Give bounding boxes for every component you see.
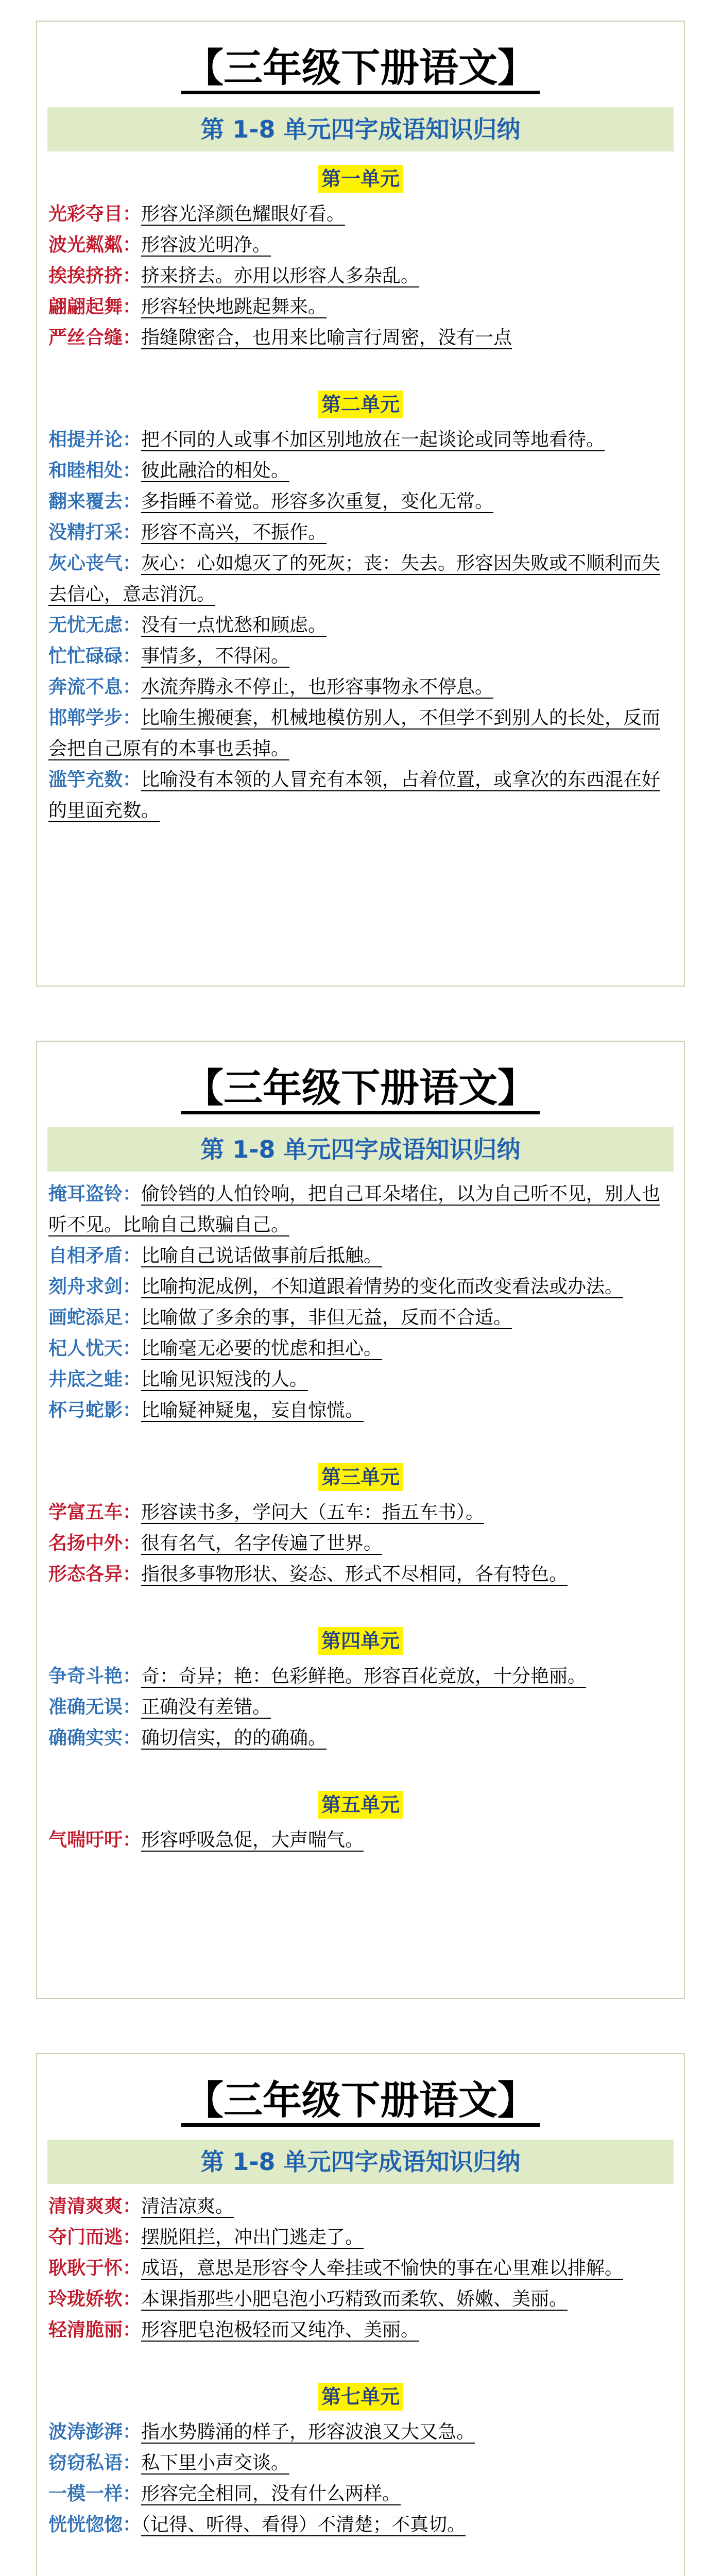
idiom-definition: 清洁凉爽。 (141, 2196, 234, 2217)
idiom-entry (48, 610, 673, 641)
idiom-entry (48, 425, 673, 455)
idiom-entry (48, 517, 673, 548)
idiom-definition: 挤来挤去。亦用以形容人多杂乱。 (141, 265, 420, 286)
idiom-term: 忙忙碌碌： (48, 646, 142, 667)
idiom-list (48, 2191, 673, 2346)
idiom-term: 画蛇添足： (48, 1307, 142, 1328)
idiom-definition: 比喻没有本领的人冒充有本领，占着位置，或拿次的东西混在好的里面充数。 (48, 769, 661, 821)
unit-heading-label: 第七单元 (318, 2383, 403, 2411)
idiom-entry (48, 2284, 673, 2315)
idiom-term: 滥竽充数： (48, 769, 142, 790)
idiom-term: 挨挨挤挤： (48, 265, 142, 286)
unit-heading (37, 1463, 684, 1491)
idiom-term: 自相矛盾： (48, 1245, 142, 1266)
idiom-entry (48, 1497, 673, 1528)
idiom-term: 严丝合缝： (48, 327, 142, 348)
idiom-list (48, 1497, 673, 1590)
idiom-term: 奔流不息： (48, 676, 142, 698)
idiom-term: 翩翩起舞： (48, 296, 142, 317)
idiom-term: 掩耳盗铃： (48, 1183, 142, 1205)
idiom-term: 名扬中外： (48, 1533, 142, 1554)
idiom-term: 准确无误： (48, 1697, 142, 1718)
idiom-entry (48, 199, 673, 230)
idiom-definition: 比喻生搬硬套，机械地模仿别人，不但学不到别人的长处，反而会把自己原有的本事也丢掉。 (48, 707, 661, 759)
idiom-entry (48, 1661, 673, 1692)
idiom-term: 轻清脆丽： (48, 2319, 142, 2341)
idiom-list (48, 2417, 673, 2540)
idiom-entry (48, 548, 673, 610)
idiom-definition: 把不同的人或事不加区别地放在一起谈论或同等地看待。 (141, 429, 605, 450)
idiom-list (48, 1179, 673, 1426)
unit-heading (37, 1627, 684, 1655)
idiom-term: 清清爽爽： (48, 2196, 142, 2217)
idiom-term: 杯弓蛇影： (48, 1400, 142, 1421)
idiom-definition: 形容完全相同，没有什么两样。 (141, 2483, 401, 2504)
idiom-entry (48, 703, 673, 765)
idiom-term: 波涛澎湃： (48, 2421, 142, 2443)
idiom-entry (48, 2448, 673, 2479)
unit-heading (37, 1791, 684, 1819)
idiom-definition: 很有名气，名字传遍了世界。 (141, 1533, 383, 1554)
idiom-entry (48, 1333, 673, 1364)
document-page-1 (36, 21, 685, 987)
page-title-text: 【三年级下册语文】 (181, 2081, 540, 2127)
unit-heading-label: 第一单元 (318, 165, 403, 193)
unit-heading-label: 第四单元 (318, 1627, 403, 1655)
idiom-entry (48, 1272, 673, 1302)
idiom-entry (48, 641, 673, 672)
document-page-2 (36, 1041, 685, 1999)
idiom-definition: 比喻做了多余的事，非但无益，反而不合适。 (141, 1307, 512, 1328)
idiom-entry (48, 672, 673, 703)
idiom-entry (48, 230, 673, 261)
idiom-definition: 偷铃铛的人怕铃响，把自己耳朵堵住，以为自己听不见，别人也听不见。比喻自己欺骗自己。 (48, 1183, 661, 1235)
idiom-term: 灰心丧气： (48, 553, 142, 574)
idiom-term: 翻来覆去： (48, 491, 142, 512)
idiom-term: 夺门而逃： (48, 2227, 142, 2248)
idiom-definition: 多指睡不着觉。形容多次重复，变化无常。 (141, 491, 494, 512)
idiom-entry (48, 261, 673, 292)
page-title (37, 1065, 684, 1116)
page-title (37, 45, 684, 96)
idiom-term: 一模一样： (48, 2483, 142, 2504)
unit-heading-label: 第三单元 (318, 1463, 403, 1491)
document-page-3 (36, 2053, 685, 2576)
idiom-definition: 比喻毫无必要的忧虑和担心。 (141, 1338, 383, 1359)
unit-heading (37, 391, 684, 418)
idiom-entry (48, 2510, 673, 2540)
unit-heading-label: 第五单元 (318, 1791, 403, 1819)
idiom-entry (48, 1559, 673, 1590)
idiom-definition: 形容波光明净。 (141, 234, 271, 256)
idiom-term: 恍恍惚惚： (48, 2514, 142, 2535)
idiom-definition: （记得、听得、看得）不清楚；不真切。 (141, 2514, 466, 2535)
idiom-term: 玲珑娇软： (48, 2289, 142, 2310)
idiom-term: 光彩夺目： (48, 204, 142, 225)
idiom-term: 相提并论： (48, 429, 142, 450)
idiom-term: 和睦相处： (48, 460, 142, 481)
idiom-definition: 比喻见识短浅的人。 (141, 1369, 308, 1390)
idiom-entry (48, 292, 673, 323)
idiom-term: 波光粼粼： (48, 234, 142, 256)
idiom-definition: 成语，意思是形容令人牵挂或不愉快的事在心里难以排解。 (141, 2258, 624, 2279)
idiom-definition: 私下里小声交谈。 (141, 2452, 290, 2473)
unit-heading (37, 2383, 684, 2411)
idiom-definition: 形容肥皂泡极轻而又纯净、美丽。 (141, 2319, 420, 2341)
idiom-term: 邯郸学步： (48, 707, 142, 728)
idiom-entry (48, 2315, 673, 2346)
page-title-text: 【三年级下册语文】 (181, 1069, 540, 1114)
idiom-definition: 本课指那些小肥皂泡小巧精致而柔软、娇嫩、美丽。 (141, 2289, 568, 2310)
idiom-list (48, 425, 673, 826)
idiom-entry (48, 1179, 673, 1241)
idiom-entry (48, 1241, 673, 1272)
subtitle-banner: 第 1-8 单元四字成语知识归纳 (47, 1127, 674, 1172)
unit-heading (37, 165, 684, 193)
idiom-entry (48, 2253, 673, 2284)
idiom-entry (48, 2479, 673, 2510)
idiom-definition: 形容呼吸急促，大声喘气。 (141, 1829, 364, 1851)
subtitle-banner: 第 1-8 单元四字成语知识归纳 (47, 107, 674, 151)
idiom-definition: 指很多事物形状、姿态、形式不尽相同，各有特色。 (141, 1564, 568, 1585)
idiom-definition: 正确没有差错。 (141, 1697, 271, 1718)
idiom-entry (48, 2417, 673, 2448)
idiom-definition: 形容轻快地跳起舞来。 (141, 296, 327, 317)
idiom-list (48, 199, 673, 353)
subtitle-banner: 第 1-8 单元四字成语知识归纳 (47, 2140, 674, 2184)
idiom-term: 气喘吁吁： (48, 1829, 142, 1851)
idiom-term: 形态各异： (48, 1564, 142, 1585)
idiom-entry (48, 1395, 673, 1426)
idiom-term: 刻舟求剑： (48, 1276, 142, 1297)
idiom-definition: 形容光泽颜色耀眼好看。 (141, 204, 346, 225)
idiom-entry (48, 1528, 673, 1559)
idiom-term: 杞人忧天： (48, 1338, 142, 1359)
idiom-definition: 事情多，不得闲。 (141, 646, 290, 667)
idiom-term: 确确实实： (48, 1727, 142, 1749)
idiom-entry (48, 1825, 673, 1856)
idiom-entry (48, 765, 673, 826)
page-title-text: 【三年级下册语文】 (181, 48, 540, 94)
idiom-definition: 彼此融洽的相处。 (141, 460, 290, 481)
idiom-term: 无忧无虑： (48, 615, 142, 636)
idiom-entry (48, 2191, 673, 2222)
idiom-entry (48, 1723, 673, 1754)
idiom-list (48, 1661, 673, 1754)
idiom-definition: 摆脱阻拦，冲出门逃走了。 (141, 2227, 364, 2248)
unit-heading-label: 第二单元 (318, 391, 403, 418)
idiom-definition: 指缝隙密合，也用来比喻言行周密，没有一点 (141, 327, 512, 348)
idiom-entry (48, 1692, 673, 1723)
idiom-definition: 比喻自己说话做事前后抵触。 (141, 1245, 383, 1266)
idiom-definition: 灰心：心如熄灭了的死灰；丧：失去。形容因失败或不顺利而失去信心，意志消沉。 (48, 553, 661, 605)
idiom-definition: 确切信实，的的确确。 (141, 1727, 327, 1749)
idiom-term: 学富五车： (48, 1502, 142, 1523)
idiom-term: 没精打采： (48, 522, 142, 543)
idiom-definition: 比喻拘泥成例，不知道跟着情势的变化而改变看法或办法。 (141, 1276, 624, 1297)
idiom-definition: 水流奔腾永不停止，也形容事物永不停息。 (141, 676, 494, 698)
idiom-list (48, 1825, 673, 1856)
idiom-definition: 形容读书多，学问大（五车：指五车书）。 (141, 1502, 485, 1523)
idiom-term: 争奇斗艳： (48, 1666, 142, 1687)
idiom-term: 井底之蛙： (48, 1369, 142, 1390)
idiom-entry (48, 486, 673, 517)
idiom-definition: 形容不高兴，不振作。 (141, 522, 327, 543)
idiom-entry (48, 1364, 673, 1395)
page-title (37, 2077, 684, 2128)
idiom-definition: 比喻疑神疑鬼，妄自惊慌。 (141, 1400, 364, 1421)
idiom-entry (48, 1302, 673, 1333)
idiom-term: 耿耿于怀： (48, 2258, 142, 2279)
idiom-term: 窃窃私语： (48, 2452, 142, 2473)
idiom-entry (48, 2222, 673, 2253)
idiom-entry (48, 323, 673, 353)
idiom-definition: 没有一点忧愁和顾虑。 (141, 615, 327, 636)
idiom-entry (48, 455, 673, 486)
idiom-definition: 奇：奇异；艳：色彩鲜艳。形容百花竞放，十分艳丽。 (141, 1666, 587, 1687)
idiom-definition: 指水势腾涌的样子，形容波浪又大又急。 (141, 2421, 475, 2443)
